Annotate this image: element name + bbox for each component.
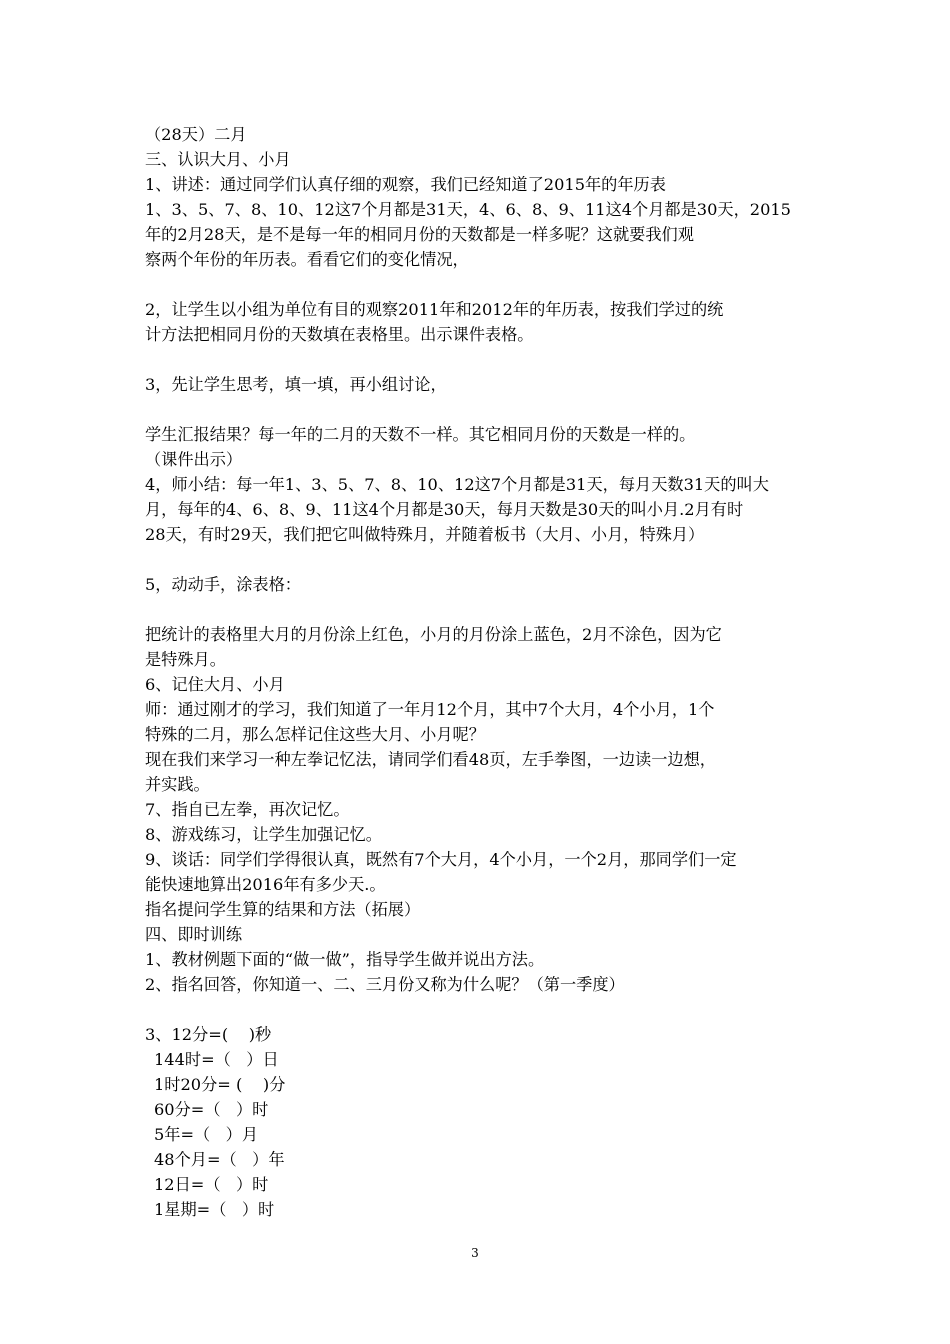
text-line: 师：通过刚才的学习，我们知道了一年月12个月，其中7个大月，4个小月，1个 [145,700,715,719]
text-line: 三、认识大月、小月 [145,150,291,169]
exercise-line: 1星期=（ ）时 [154,1200,275,1219]
text-line: 年的2月28天，是不是每一年的相同月份的天数都是一样多呢？这就要我们观 [145,225,694,244]
text-line: 把统计的表格里大月的月份涂上红色，小月的月份涂上蓝色，2月不涂色，因为它 [145,625,722,644]
text-line: 计方法把相同月份的天数填在表格里。出示课件表格。 [145,325,534,344]
text-line: 察两个年份的年历表。看看它们的变化情况， [145,250,469,269]
blank-line [145,597,813,622]
text-line: 四、即时训练 [145,925,243,944]
text-line: 4，师小结：每一年1、3、5、7、8、10、12这7个月都是31天，每月天数31天的叫大 [145,475,769,494]
text-line: 2、指名回答，你知道一、二、三月份又称为什么呢？（第一季度） [145,975,625,994]
exercise-line: 144时=（ ）日 [154,1050,279,1069]
exercise-line: 1时20分= ( )分 [154,1075,286,1094]
text-line: 并实践。 [145,775,210,794]
text-line: 能快速地算出2016年有多少天.。 [145,875,386,894]
text-line: 1、讲述：通过同学们认真仔细的观察，我们已经知道了2015年的年历表 [145,175,666,194]
text-line: 2，让学生以小组为单位有目的观察2011年和2012年的年历表，按我们学过的统 [145,300,724,319]
blank-line [145,997,813,1022]
text-line: 8、游戏练习，让学生加强记忆。 [145,825,382,844]
text-line: 6、记住大月、小月 [145,675,285,694]
exercise-line: 48个月=（ ）年 [154,1150,285,1169]
text-line: 现在我们来学习一种左拳记忆法，请同学们看48页，左手拳图，一边读一边想， [145,750,716,769]
text-line: 5，动动手，涂表格： [145,575,301,594]
text-line: 9、谈话：同学们学得很认真，既然有7个大月，4个小月，一个2月，那同学们一定 [145,850,737,869]
text-line: 月，每年的4、6、8、9、11这4个月都是30天，每月天数是30天的叫小月.2月有时 [145,500,744,519]
exercise-line: 5年=（ ）月 [154,1125,259,1144]
exercise-line: 12日=（ ）时 [154,1175,269,1194]
blank-line [145,347,813,372]
page-number: 3 [471,1246,479,1260]
text-line: （课件出示） [145,450,243,469]
document-body [145,122,813,1222]
text-line: 指名提问学生算的结果和方法（拓展） [145,900,421,919]
text-line: 学生汇报结果？每一年的二月的天数不一样。其它相同月份的天数是一样的。 [145,425,696,444]
text-line: 特殊的二月，那么怎样记住这些大月、小月呢？ [145,725,485,744]
blank-line [145,272,813,297]
text-line: 3，先让学生思考，填一填，再小组讨论， [145,375,447,394]
text-line: 7、指自已左拳，再次记忆。 [145,800,350,819]
blank-line [145,397,813,422]
text-line: 3、12分=( )秒 [145,1025,272,1044]
blank-line [145,547,813,572]
text-line: 1、教材例题下面的“做一做”，指导学生做并说出方法。 [145,950,545,969]
exercise-line: 60分=（ ）时 [154,1100,269,1119]
text-line: 1、3、5、7、8、10、12这7个月都是31天，4、6、8、9、11这4个月都是30天，2015 [145,200,791,219]
text-line: 28天，有时29天，我们把它叫做特殊月，并随着板书（大月、小月，特殊月） [145,525,705,544]
text-line: 是特殊月。 [145,650,226,669]
text-line: （28天）二月 [145,125,247,144]
